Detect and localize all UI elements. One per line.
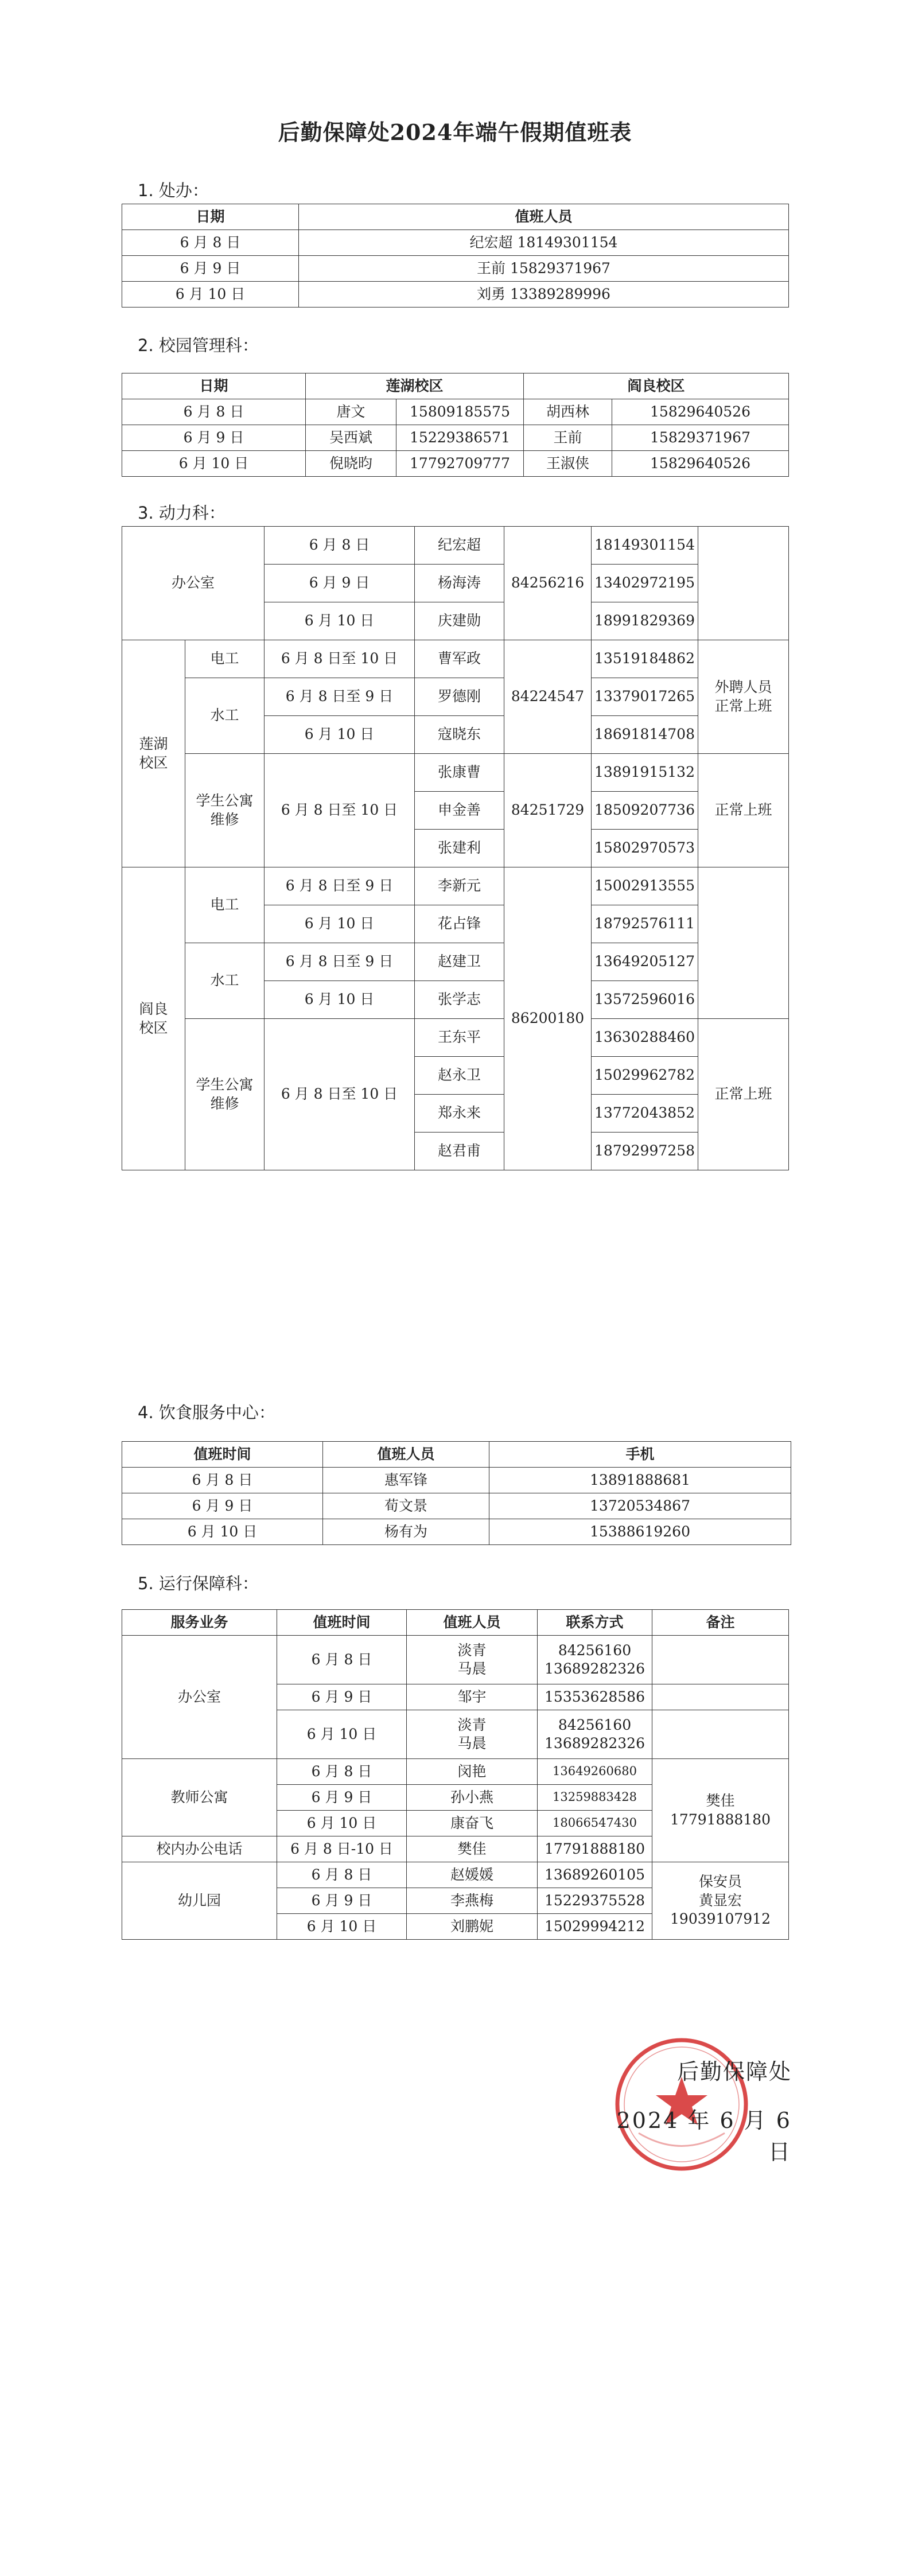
- phone-cell: 18691814708: [592, 716, 698, 754]
- date-cell: 6 月 8 日至 9 日: [265, 943, 415, 981]
- date-cell: 6 月 9 日: [122, 256, 299, 282]
- contact-line: 84256160: [558, 1716, 632, 1733]
- category-cell: 学生公寓维修: [185, 754, 265, 867]
- category-cell: 电工: [185, 640, 265, 678]
- date-cell: 6 月 10 日: [265, 905, 415, 943]
- service-cell: 办公室: [122, 1636, 277, 1759]
- phone-cell: 15002913555: [592, 867, 698, 905]
- date-cell: 6 月 10 日: [122, 282, 299, 308]
- note-cell: [652, 1710, 789, 1759]
- name-cell: [407, 1710, 538, 1759]
- table-row: [122, 256, 789, 282]
- table-row: [122, 451, 789, 477]
- table-header: 值班人员: [407, 1610, 538, 1636]
- date-cell: 6 月 8 日至 10 日: [265, 754, 415, 867]
- catering-duty-table: [122, 1441, 791, 1545]
- table-header: 备注: [652, 1610, 789, 1636]
- category-cell: 电工: [185, 867, 265, 943]
- note-cell: 樊佳 17791888180: [652, 1759, 789, 1862]
- phone-cell: 13379017265: [592, 678, 698, 716]
- name-cell: 王淑侠: [524, 451, 612, 477]
- name-line: 马晨: [457, 1660, 487, 1677]
- table-header: 服务业务: [122, 1610, 277, 1636]
- name-cell: 曹军政: [415, 640, 504, 678]
- name-line: 马晨: [457, 1735, 487, 1752]
- name-cell: 郑永来: [415, 1095, 504, 1133]
- name-cell: 寇晓东: [415, 716, 504, 754]
- note-cell: [652, 1862, 789, 1940]
- section-heading-operations: 5. 运行保障科：: [138, 1574, 259, 1593]
- date-cell: 6 月 8 日-10 日: [277, 1836, 407, 1862]
- phone-cell: 15809185575: [396, 399, 524, 425]
- table-row: [122, 399, 789, 425]
- category-cell: 水工: [185, 943, 265, 1019]
- service-cell: 教师公寓: [122, 1759, 277, 1836]
- phone-cell: 15388619260: [489, 1519, 791, 1545]
- name-cell: 吴西斌: [306, 425, 396, 451]
- phone-cell: 13891888681: [489, 1468, 791, 1493]
- date-cell: 6 月 8 日: [277, 1636, 407, 1684]
- date-cell: 6 月 8 日至 9 日: [265, 867, 415, 905]
- phone-cell: 18792997258: [592, 1133, 698, 1170]
- contact-cell: 15029994212: [538, 1914, 652, 1940]
- table-header: 阎良校区: [524, 373, 789, 399]
- campus-duty-table: [122, 373, 789, 477]
- date-cell: 6 月 8 日至 10 日: [265, 1019, 415, 1170]
- power-duty-table: [122, 526, 789, 1170]
- table-header: 莲湖校区: [306, 373, 524, 399]
- table-header: 值班时间: [277, 1610, 407, 1636]
- phone-cell: 13402972195: [592, 565, 698, 602]
- date-cell: 6 月 8 日至 10 日: [265, 640, 415, 678]
- name-cell: 李新元: [415, 867, 504, 905]
- date-cell: 6 月 10 日: [265, 716, 415, 754]
- date-cell: 6 月 8 日: [265, 527, 415, 565]
- name-line: 淡青: [457, 1641, 487, 1659]
- section-heading-catering: 4. 饮食服务中心：: [138, 1403, 275, 1422]
- campus-yanliang-cell: 阎良校区: [122, 867, 185, 1170]
- person-cell: 纪宏超 18149301154: [299, 230, 789, 256]
- name-cell: 罗德刚: [415, 678, 504, 716]
- office-cell: 办公室: [122, 527, 265, 640]
- phone-cell: 13891915132: [592, 754, 698, 792]
- name-cell: [407, 1636, 538, 1684]
- name-cell: 惠军锋: [323, 1468, 489, 1493]
- name-cell: 申金善: [415, 792, 504, 830]
- date-cell: 6 月 10 日: [277, 1710, 407, 1759]
- phone-cell: 13772043852: [592, 1095, 698, 1133]
- contact-line: 13689282326: [545, 1660, 645, 1677]
- phone-cell: 15229386571: [396, 425, 524, 451]
- contact-cell: 15353628586: [538, 1684, 652, 1710]
- date-cell: 6 月 10 日: [122, 451, 306, 477]
- date-cell: 6 月 10 日: [265, 602, 415, 640]
- name-cell: 赵永卫: [415, 1057, 504, 1095]
- date-cell: 6 月 10 日: [122, 1519, 323, 1545]
- phone-cell: 13630288460: [592, 1019, 698, 1057]
- name-cell: 李燕梅: [407, 1888, 538, 1914]
- phone-cell: 13519184862: [592, 640, 698, 678]
- campus-lianhu-cell: 莲湖校区: [122, 640, 185, 867]
- date-cell: 6 月 9 日: [122, 425, 306, 451]
- name-cell: 赵君甫: [415, 1133, 504, 1170]
- phone-cell: 15829640526: [612, 399, 789, 425]
- name-cell: 孙小燕: [407, 1785, 538, 1811]
- name-cell: 康奋飞: [407, 1811, 538, 1836]
- phone-cell: 15829640526: [612, 451, 789, 477]
- phone-cell: 17792709777: [396, 451, 524, 477]
- name-cell: 花占锋: [415, 905, 504, 943]
- date-cell: 6 月 9 日: [265, 565, 415, 602]
- name-cell: 张康曹: [415, 754, 504, 792]
- table-header: 手机: [489, 1442, 791, 1468]
- contact-line: 84256160: [558, 1641, 632, 1659]
- date-cell: 6 月 9 日: [277, 1785, 407, 1811]
- tel-cell: 84224547: [504, 640, 592, 754]
- section-heading-office: 1. 处办：: [138, 181, 209, 200]
- date-cell: 6 月 9 日: [122, 1493, 323, 1519]
- note-cell: 正常上班: [698, 754, 789, 867]
- phone-cell: 15802970573: [592, 830, 698, 867]
- name-cell: 王前: [524, 425, 612, 451]
- date-cell: 6 月 10 日: [277, 1914, 407, 1940]
- signature-date: 2024 年 6 月 6 日: [616, 2108, 792, 2165]
- table-row: [122, 230, 789, 256]
- office-duty-table: [122, 204, 789, 308]
- category-cell: 水工: [185, 678, 265, 754]
- phone-cell: 13572596016: [592, 981, 698, 1019]
- phone-cell: 13649205127: [592, 943, 698, 981]
- name-cell: 王东平: [415, 1019, 504, 1057]
- table-row: [122, 1493, 791, 1519]
- name-cell: 纪宏超: [415, 527, 504, 565]
- person-cell: 王前 15829371967: [299, 256, 789, 282]
- date-cell: 6 月 8 日至 9 日: [265, 678, 415, 716]
- note-line: 19039107912: [670, 1910, 771, 1928]
- date-cell: 6 月 8 日: [277, 1862, 407, 1888]
- contact-cell: [538, 1636, 652, 1684]
- note-cell: [652, 1684, 789, 1710]
- date-cell: 6 月 9 日: [277, 1684, 407, 1710]
- name-cell: 庆建勋: [415, 602, 504, 640]
- date-cell: 6 月 8 日: [122, 1468, 323, 1493]
- contact-cell: 18066547430: [538, 1811, 652, 1836]
- phone-cell: 18149301154: [592, 527, 698, 565]
- table-header: 联系方式: [538, 1610, 652, 1636]
- person-cell: 刘勇 13389289996: [299, 282, 789, 308]
- section-heading-power: 3. 动力科：: [138, 503, 225, 523]
- note-line: 保安员: [698, 1873, 742, 1890]
- table-header: 日期: [122, 373, 306, 399]
- name-cell: 闵艳: [407, 1759, 538, 1785]
- name-cell: 张建利: [415, 830, 504, 867]
- note-cell: [698, 527, 789, 640]
- note-cell: [652, 1636, 789, 1684]
- name-cell: 赵建卫: [415, 943, 504, 981]
- table-row: [122, 282, 789, 308]
- table-row: [122, 1519, 791, 1545]
- phone-cell: 15829371967: [612, 425, 789, 451]
- note-cell: [698, 867, 789, 1019]
- name-cell: 倪晓昀: [306, 451, 396, 477]
- table-header: 值班人员: [299, 204, 789, 230]
- name-cell: 樊佳: [407, 1836, 538, 1862]
- note-cell: 正常上班: [698, 1019, 789, 1170]
- name-line: 淡青: [457, 1716, 487, 1733]
- date-cell: 6 月 9 日: [277, 1888, 407, 1914]
- note-line: 黄显宏: [698, 1892, 742, 1909]
- phone-cell: 18991829369: [592, 602, 698, 640]
- section-heading-campus: 2. 校园管理科：: [138, 336, 259, 355]
- name-cell: 杨有为: [323, 1519, 489, 1545]
- name-cell: 唐文: [306, 399, 396, 425]
- table-header: 日期: [122, 204, 299, 230]
- tel-cell: 86200180: [504, 867, 592, 1170]
- contact-cell: 13649260680: [538, 1759, 652, 1785]
- service-cell: 校内办公电话: [122, 1836, 277, 1862]
- contact-cell: 17791888180: [538, 1836, 652, 1862]
- date-cell: 6 月 10 日: [265, 981, 415, 1019]
- service-cell: 幼儿园: [122, 1862, 277, 1940]
- category-cell: 学生公寓维修: [185, 1019, 265, 1170]
- phone-cell: 18509207736: [592, 792, 698, 830]
- name-cell: 赵媛媛: [407, 1862, 538, 1888]
- date-cell: 6 月 8 日: [122, 399, 306, 425]
- signature-org: 后勤保障处: [676, 2059, 792, 2084]
- contact-cell: [538, 1710, 652, 1759]
- table-row: [122, 425, 789, 451]
- name-cell: 张学志: [415, 981, 504, 1019]
- date-cell: 6 月 10 日: [277, 1811, 407, 1836]
- table-header: 值班时间: [122, 1442, 323, 1468]
- date-cell: 6 月 8 日: [122, 230, 299, 256]
- phone-cell: 13720534867: [489, 1493, 791, 1519]
- page-title: 后勤保障处2024年端午假期值班表: [278, 119, 632, 145]
- signature-block: [597, 2054, 792, 2166]
- name-cell: 荀文景: [323, 1493, 489, 1519]
- note-cell: 外聘人员正常上班: [698, 640, 789, 754]
- table-row: [122, 1468, 791, 1493]
- tel-cell: 84256216: [504, 527, 592, 640]
- name-cell: 胡西林: [524, 399, 612, 425]
- table-header: 值班人员: [323, 1442, 489, 1468]
- name-cell: 邹宇: [407, 1684, 538, 1710]
- name-cell: 杨海涛: [415, 565, 504, 602]
- name-cell: 刘鹏妮: [407, 1914, 538, 1940]
- contact-cell: 13689260105: [538, 1862, 652, 1888]
- tel-cell: 84251729: [504, 754, 592, 867]
- phone-cell: 15029962782: [592, 1057, 698, 1095]
- contact-cell: 13259883428: [538, 1785, 652, 1811]
- phone-cell: 18792576111: [592, 905, 698, 943]
- contact-cell: 15229375528: [538, 1888, 652, 1914]
- date-cell: 6 月 8 日: [277, 1759, 407, 1785]
- contact-line: 13689282326: [545, 1735, 645, 1752]
- operations-duty-table: [122, 1609, 789, 1940]
